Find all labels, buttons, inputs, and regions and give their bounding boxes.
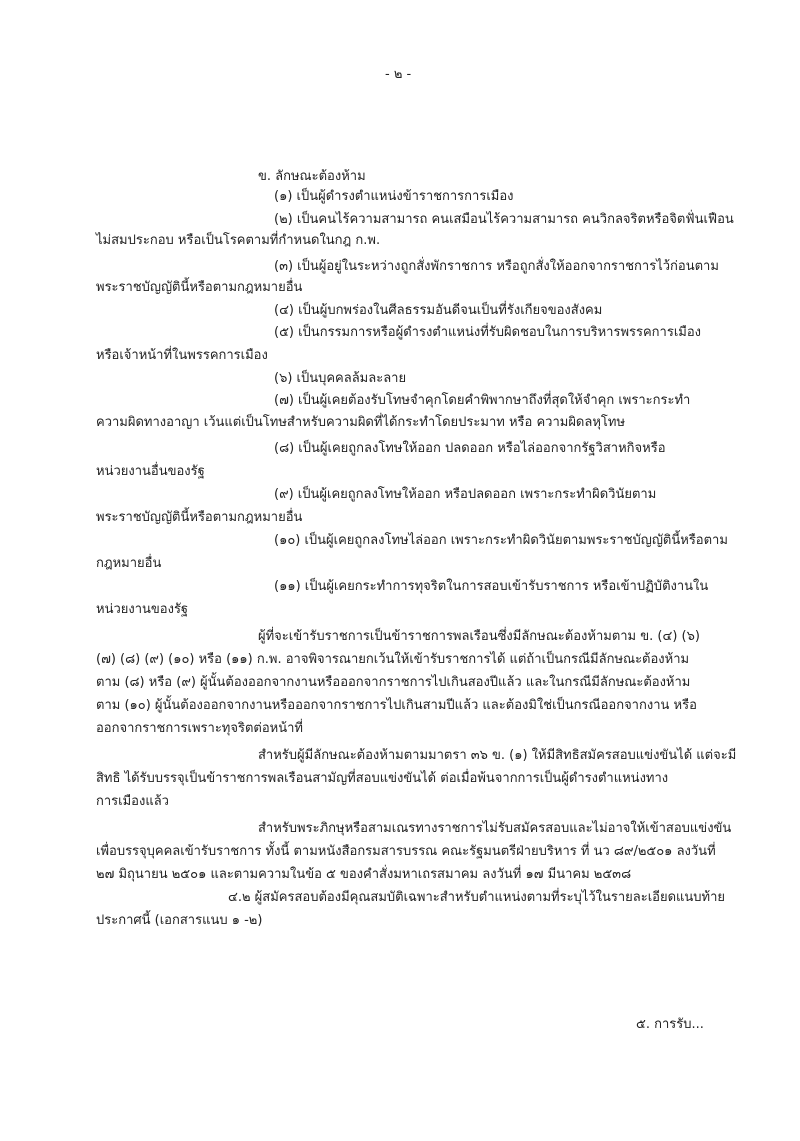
prohibition-item-11-cont: หน่วยงานของรัฐ (96, 602, 189, 617)
prohibition-item-7: (๗) เป็นผู้เคยต้องรับโทษจำคุกโดยคำพิพากษาถึงที่สุดให้จำคุก เพราะกระทำ (274, 393, 691, 408)
paragraph-qualification-line-1: ๔.๒ ผู้สมัครสอบต้องมีคุณสมบัติเฉพาะสำหรับตำแหน่งตามที่ระบุไว้ในรายละเอียดแนบท้าย (228, 890, 726, 905)
prohibition-item-5: (๕) เป็นกรรมการหรือผู้ดำรงตำแหน่งที่รับผิดชอบในการบริหารพรรคการเมือง (274, 325, 702, 340)
paragraph-exemption-line-1: ผู้ที่จะเข้ารับราชการเป็นข้าราชการพลเรือนซึ่งมีลักษณะต้องห้ามตาม ข. (๔) (๖) (258, 629, 700, 644)
paragraph-monks-line-2: เพื่อบรรจุบุคคลเข้ารับราชการ ทั้งนี้ ตามหนังสือกรมสารบรรณ คณะรัฐมนตรีฝ่ายบริหาร ที่ นว ๘๙/๒๕๐๑ ลงวันที่ (96, 844, 716, 859)
prohibitions-heading: ข. ลักษณะต้องห้าม (258, 169, 366, 184)
paragraph-exemption-line-2: (๗) (๘) (๙) (๑๐) หรือ (๑๑) ก.พ. อาจพิจารณายกเว้นให้เข้ารับราชการได้ แต่ถ้าเป็นกรณีมีลักษณะต้องห้าม (96, 652, 690, 667)
paragraph-exemption-line-3: ตาม (๘) หรือ (๙) ผู้นั้นต้องออกจากงานหรือออกจากราชการไปเกินสองปีแล้ว และในกรณีมีลักษณะต้องห้าม (96, 675, 691, 690)
paragraph-exemption-line-4: ตาม (๑๐) ผู้นั้นต้องออกจากงานหรือออกจากราชการไปเกินสามปีแล้ว และต้องมิใช่เป็นกรณีออกจากงาน หรือ (96, 698, 697, 713)
prohibition-item-3: (๓) เป็นผู้อยู่ในระหว่างถูกสั่งพักราชการ หรือถูกสั่งให้ออกจากราชการไว้ก่อนตาม (274, 259, 719, 274)
prohibition-item-5-cont: หรือเจ้าหน้าที่ในพรรคการเมือง (96, 348, 268, 363)
prohibition-item-2: (๒) เป็นคนไร้ความสามารถ คนเสมือนไร้ความสามารถ คนวิกลจริตหรือจิตฟั่นเฟือน (274, 212, 734, 227)
paragraph-qualification-line-2: ประกาศนี้ (เอกสารแนบ ๑ -๒) (96, 913, 263, 928)
prohibition-item-9: (๙) เป็นผู้เคยถูกลงโทษให้ออก หรือปลดออก เพราะกระทำผิดวินัยตาม (274, 487, 657, 502)
paragraph-political-line-3: การเมืองแล้ว (96, 794, 169, 809)
prohibition-item-8: (๘) เป็นผู้เคยถูกลงโทษให้ออก ปลดออก หรือไล่ออกจากรัฐวิสาหกิจหรือ (274, 441, 666, 456)
page-number: - ๒ - (385, 67, 412, 82)
prohibition-item-9-cont: พระราชบัญญัตินี้หรือตามกฎหมายอื่น (96, 510, 303, 525)
paragraph-exemption-line-5: ออกจากราชการเพราะทุจริตต่อหน้าที่ (96, 721, 303, 736)
paragraph-political-line-2: สิทธิ ได้รับบรรจุเป็นข้าราชการพลเรือนสามัญที่สอบแข่งขันได้ ต่อเมื่อพ้นจากการเป็นผู้ดำรงตำแหน่งทาง (96, 771, 669, 786)
paragraph-political-line-1: สำหรับผู้มีลักษณะต้องห้ามตามมาตรา ๓๖ ข. (๑) ให้มีสิทธิสมัครสอบแข่งขันได้ แต่จะมี (258, 748, 737, 763)
prohibition-item-10-cont: กฎหมายอื่น (96, 556, 162, 571)
paragraph-monks-line-1: สำหรับพระภิกษุหรือสามเณรทางราชการไม่รับสมัครสอบและไม่อาจให้เข้าสอบแข่งขัน (258, 821, 732, 836)
prohibition-item-2-cont: ไม่สมประกอบ หรือเป็นโรคตามที่กำหนดในกฎ ก.พ. (96, 233, 381, 248)
footer-continuation: ๕. การรับ... (636, 1017, 704, 1032)
prohibition-item-7-cont: ความผิดทางอาญา เว้นแต่เป็นโทษสำหรับความผิดที่ได้กระทำโดยประมาท หรือ ความผิดลหุโทษ (96, 415, 626, 430)
prohibition-item-11: (๑๑) เป็นผู้เคยกระทำการทุจริตในการสอบเข้ารับราชการ หรือเข้าปฏิบัติงานใน (274, 579, 709, 594)
prohibition-item-6: (๖) เป็นบุคคลล้มละลาย (274, 371, 407, 386)
prohibition-item-8-cont: หน่วยงานอื่นของรัฐ (96, 464, 205, 479)
paragraph-monks-line-3: ๒๗ มิถุนายน ๒๕๐๑ และตามความในข้อ ๕ ของคำสั่งมหาเถรสมาคม ลงวันที่ ๑๗ มีนาคม ๒๕๓๘ (96, 867, 632, 882)
prohibition-item-10: (๑๐) เป็นผู้เคยถูกลงโทษไล่ออก เพราะกระทำผิดวินัยตามพระราชบัญญัตินี้หรือตาม (274, 533, 728, 548)
prohibition-item-3-cont: พระราชบัญญัตินี้หรือตามกฎหมายอื่น (96, 280, 303, 295)
prohibition-item-1: (๑) เป็นผู้ดำรงตำแหน่งข้าราชการการเมือง (274, 189, 514, 204)
prohibition-item-4: (๔) เป็นผู้บกพร่องในศีลธรรมอันดีจนเป็นที่รังเกียจของสังคม (274, 303, 603, 318)
